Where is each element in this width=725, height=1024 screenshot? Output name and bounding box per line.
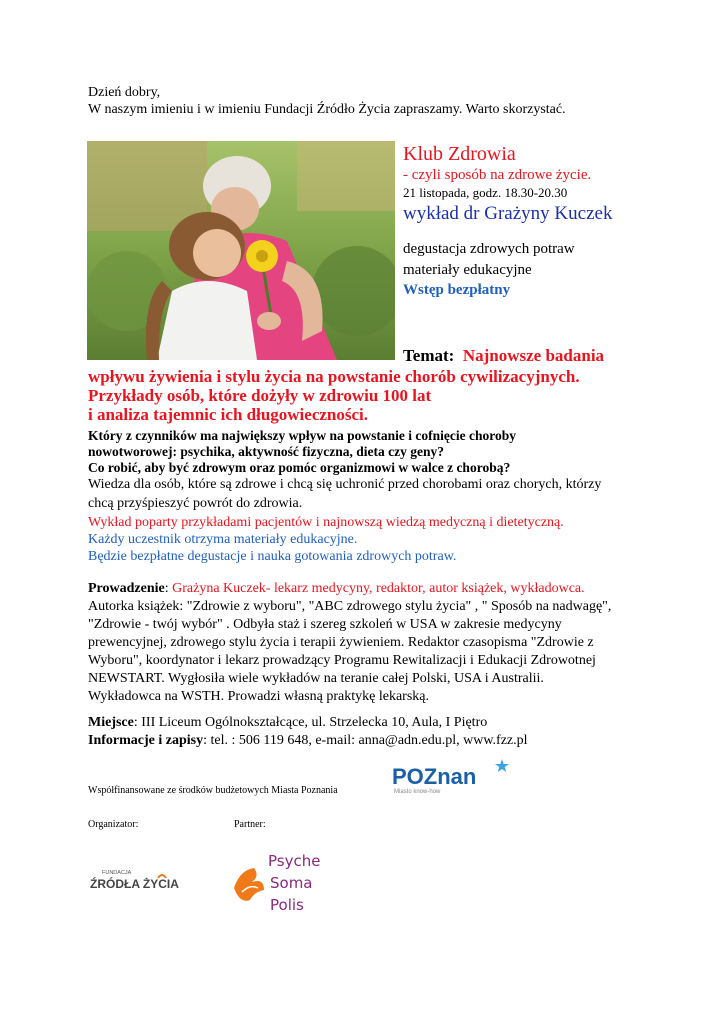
venue-line	[88, 714, 487, 732]
venue-label: Miejsce	[88, 715, 134, 730]
topic-heading	[403, 346, 604, 366]
host-bio-line: Autorka książek: "Zdrowie z wyboru", "ABC zdrowego stylu życia" , " Sposób na nadwagę",	[88, 599, 612, 614]
offer-free-entry: Wstęp bezpłatny	[403, 282, 511, 298]
cofunding-note: Współfinansowane ze środków budżetowych Miasta Poznania	[88, 785, 338, 796]
note-line: Wykład poparty przykładami pacjentów i najnowszą wiedzą medyczną i dietetyczną.	[88, 515, 564, 530]
host-name: Grażyna Kuczek- lekarz medycyny, redaktor, autor książek, wykładowca.	[172, 581, 585, 596]
greeting	[88, 84, 566, 118]
event-date: 21 listopada, godz. 18.30-20.30	[403, 185, 568, 200]
greeting-line-1: Dzień dobry,	[88, 85, 161, 100]
psyche-logo-line: Soma	[270, 874, 313, 892]
hands-icon	[234, 868, 264, 901]
knowledge-line: chcą przyśpieszyć powrót do zdrowia.	[88, 496, 303, 511]
greeting-line-2: W naszym imieniu i w imieniu Fundacji Źródło Życia zapraszamy. Warto skorzystać.	[88, 102, 566, 117]
poznan-logo	[388, 758, 518, 796]
zrodla-zycia-logo	[88, 864, 198, 898]
host-bio-line: Wykładowca na WSTH. Prowadzi własną praktykę lekarską.	[88, 689, 430, 704]
lecture-title: wykład dr Grażyny Kuczek	[403, 203, 613, 224]
offer-item: materiały edukacyjne	[403, 262, 532, 278]
topic-title-line: wpływu żywienia i stylu życia na powstanie chorób cywilizacyjnych.	[88, 367, 580, 386]
organizer-label: Organizator:	[88, 819, 139, 830]
info-label: Informacje i zapisy	[88, 733, 204, 748]
psyche-logo-line: Polis	[270, 896, 304, 914]
topic-title-line: i analiza tajemnic ich długowieczności.	[88, 405, 369, 424]
psyche-logo-line: Psyche	[268, 852, 321, 870]
poznan-logo-text: POZnan	[392, 764, 477, 789]
host-colon: :	[164, 581, 169, 596]
venue-value: : III Liceum Ogólnokształcące, ul. Strzelecka 10, Aula, I Piętro	[133, 715, 488, 730]
host-bio-line: "Zdrowie - twój wybór" . Odbyła staż i szereg szkoleń w USA w zakresie medycyny	[88, 617, 562, 632]
topic-label: Temat	[403, 346, 449, 365]
event-subtitle: - czyli sposób na zdrowe życie.	[403, 167, 592, 183]
info-line	[88, 732, 528, 750]
host-label: Prowadzenie	[88, 581, 165, 596]
question-line: nowotworowej: psychika, aktywność fizyczna, dieta czy geny?	[88, 444, 444, 459]
note-line: Każdy uczestnik otrzyma materiały edukacyjne.	[88, 532, 358, 547]
knowledge-line: Wiedza dla osób, które są zdrowe i chcą się uchronić przed chorobami oraz chorych, którzy	[88, 477, 602, 492]
topic-colon: :	[448, 346, 455, 365]
zrodla-logo-small-text: FUNDACJA	[102, 870, 132, 876]
event-title: Klub Zdrowia	[403, 143, 516, 165]
question-line: Który z czynników ma największy wpływ na powstanie i cofnięcie choroby	[88, 428, 516, 443]
topic-title-line: Najnowsze badania	[462, 346, 605, 365]
poznan-tagline: Miasto know-how	[394, 789, 441, 795]
host-bio-line: NEWSTART. Wygłosiła wiele wykładów na teranie całej Polski, USA i Australii.	[88, 671, 544, 686]
poznan-star-icon	[495, 759, 509, 772]
grandmother-girl-flower-photo	[87, 141, 395, 360]
host-bio-line: Wyboru", koordynator i lekarz prowadzący Programu Rewitalizacji i Edukacji Zdrowotnej	[88, 653, 596, 668]
psyche-soma-polis-logo	[230, 848, 340, 920]
partner-label: Partner:	[234, 819, 266, 830]
note-line: Będzie bezpłatne degustacje i nauka gotowania zdrowych potraw.	[88, 549, 457, 564]
topic-title-line: Przykłady osób, które dożyły w zdrowiu 100 lat	[88, 386, 432, 405]
info-value: : tel. : 506 119 648, e-mail: anna@adn.edu.pl, www.fzz.pl	[203, 733, 528, 748]
host-line	[88, 580, 585, 598]
event-photo	[87, 141, 395, 360]
host-bio-line: prewencyjnej, zdrowego stylu życia i terapii żywieniem. Redaktor czasopisma "Zdrowie z	[88, 635, 594, 650]
zrodla-logo-text: ŹRÓDŁA ŻYCIA	[90, 877, 179, 891]
offer-item: degustacja zdrowych potraw	[403, 241, 575, 257]
question-line: Co robić, aby być zdrowym oraz pomóc organizmowi w walce z chorobą?	[88, 460, 511, 475]
